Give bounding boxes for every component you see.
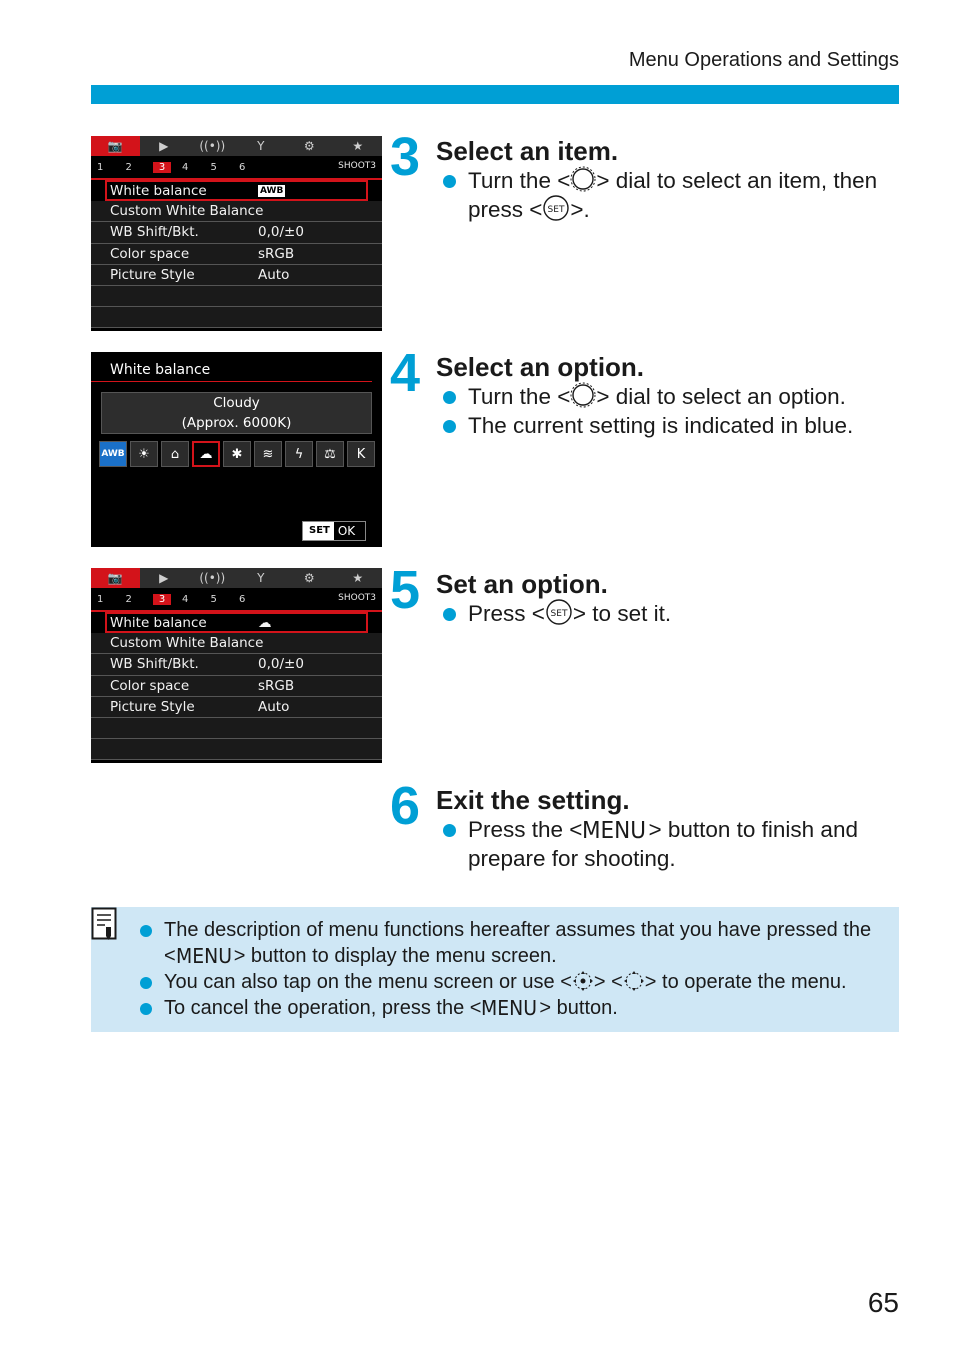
menu-row-custom-wb[interactable] <box>91 633 382 654</box>
tab-wireless[interactable]: ((•)) <box>199 571 226 585</box>
tab-playback[interactable]: ▶ <box>159 139 169 153</box>
menu-row-label: Picture Style <box>110 266 195 283</box>
tab-setup[interactable]: Y <box>257 571 265 585</box>
tab-setup[interactable]: Y <box>257 139 265 153</box>
camera-screen-shoot3-menu-set <box>91 568 382 763</box>
text: Turn the < <box>468 168 571 193</box>
menu-tabs <box>91 568 382 588</box>
svg-text:SET: SET <box>550 609 568 619</box>
step-title: Select an item. <box>436 136 619 166</box>
subtab-4[interactable]: 4 <box>182 161 189 173</box>
menu-row-label: White balance <box>110 182 207 199</box>
text: > to set it. <box>572 601 672 626</box>
tab-shoot[interactable]: 📷 <box>91 136 140 156</box>
menu-row-picture-style[interactable] <box>91 265 382 286</box>
text: To cancel the operation, press the < <box>164 997 482 1019</box>
step-title: Exit the setting. <box>436 785 630 815</box>
cloudy-icon[interactable]: ☁ <box>192 441 220 467</box>
menu-button-icon <box>176 944 234 966</box>
tungsten-icon[interactable]: ✱ <box>223 441 251 467</box>
cross-keys-icon <box>623 970 645 992</box>
menu-row-label: Color space <box>110 245 190 262</box>
menu-row-empty <box>91 307 382 328</box>
wb-option-info <box>101 392 372 434</box>
step-bullet <box>442 599 902 628</box>
svg-text:MENU: MENU <box>481 996 538 1018</box>
step-title: Select an option. <box>436 352 645 382</box>
subtab-2[interactable]: 2 <box>125 161 132 173</box>
menu-row-value: sRGB <box>258 677 295 694</box>
menu-row-wb-shift[interactable] <box>91 222 382 243</box>
note-item <box>137 917 887 969</box>
camera-screen-shoot3-menu <box>91 136 382 331</box>
menu-row-value: 0,0/±0 <box>258 224 304 241</box>
set-button-icon <box>542 195 570 221</box>
page-number: 65 <box>867 1287 899 1318</box>
cloudy-icon: ☁ <box>258 614 272 631</box>
custom-wb-icon[interactable]: ⚖ <box>316 441 344 467</box>
subtab-3[interactable]: 3 <box>153 594 171 605</box>
memo-icon <box>91 907 121 943</box>
camera-screen-white-balance <box>91 352 382 547</box>
menu-tabs <box>91 136 382 156</box>
menu-row-custom-wb[interactable] <box>91 201 382 222</box>
svg-text:MENU: MENU <box>582 818 647 841</box>
menu-button-icon <box>582 817 648 841</box>
tab-playback[interactable]: ▶ <box>159 571 169 585</box>
step-bullet <box>442 382 902 411</box>
text: You can also tap on the menu screen or use < <box>164 971 572 993</box>
subtab-4[interactable]: 4 <box>182 593 189 605</box>
step-number: 5 <box>390 560 419 620</box>
menu-row-label: Color space <box>110 677 190 694</box>
tab-mymenu[interactable]: ★ <box>352 139 364 153</box>
menu-row-label: WB Shift/Bkt. <box>110 656 199 673</box>
step-number: 3 <box>390 127 419 187</box>
daylight-icon[interactable]: ☀ <box>130 441 158 467</box>
menu-row-label: White balance <box>110 614 207 631</box>
tab-custom[interactable]: ⚙ <box>303 139 315 153</box>
dial-icon <box>570 382 596 408</box>
menu-row-value: Auto <box>258 266 290 283</box>
menu-row-empty <box>91 286 382 307</box>
tab-wireless[interactable]: ((•)) <box>199 139 226 153</box>
wb-option-detail: (Approx. 6000K) <box>181 415 292 431</box>
menu-button-icon <box>481 996 539 1018</box>
set-button-icon <box>545 599 573 625</box>
text: > < <box>593 971 623 993</box>
set-ok-button[interactable] <box>302 521 366 541</box>
text: Press the < <box>468 817 583 842</box>
awb-icon: AWB <box>260 185 284 196</box>
dial-icon <box>570 166 596 192</box>
text: >. <box>570 197 590 222</box>
awb-icon[interactable]: AWB <box>99 441 127 467</box>
fluorescent-icon[interactable]: ≋ <box>254 441 282 467</box>
menu-subtabs <box>91 588 382 612</box>
ok-label: OK <box>337 524 356 538</box>
menu-tag-name: SHOOT3 <box>338 161 376 171</box>
menu-row-empty <box>91 739 382 760</box>
shade-icon[interactable]: ⌂ <box>161 441 189 467</box>
menu-row-color-space[interactable] <box>91 244 382 265</box>
text: > dial to select an item, then press < <box>468 168 878 222</box>
menu-row-label: Custom White Balance <box>110 203 264 220</box>
menu-row-empty <box>91 718 382 739</box>
step-bullets <box>442 382 902 440</box>
note-item <box>137 995 887 1021</box>
flash-icon[interactable]: ϟ <box>285 441 313 467</box>
menu-row-label: Picture Style <box>110 698 195 715</box>
wb-screen-title: White balance <box>91 352 372 382</box>
subtab-1[interactable]: 1 <box>97 161 104 173</box>
text: The description of menu functions hereafter assumes that you have pressed the < <box>164 919 872 967</box>
step-number: 4 <box>390 343 419 403</box>
text: > button to display the menu screen. <box>233 945 557 967</box>
menu-row-value: 0,0/±0 <box>258 656 304 673</box>
text: > button to finish and prepare for shooting. <box>468 817 858 871</box>
menu-row-label: Custom White Balance <box>110 635 264 652</box>
step-title: Set an option. <box>436 569 608 599</box>
tab-shoot[interactable]: 📷 <box>91 568 140 588</box>
set-label: SET <box>303 522 334 540</box>
step-bullet <box>442 166 902 224</box>
step-bullet: The current setting is indicated in blue. <box>442 411 902 440</box>
menu-row-wb-shift[interactable] <box>91 654 382 675</box>
multi-controller-icon <box>572 970 594 992</box>
menu-row-color-space[interactable] <box>91 676 382 697</box>
menu-row-white-balance[interactable] <box>105 180 368 201</box>
subtab-5[interactable]: 5 <box>210 593 217 605</box>
svg-text:MENU: MENU <box>175 944 232 966</box>
text: > dial to select an option. <box>596 384 846 409</box>
step-number: 6 <box>390 776 419 836</box>
step-bullets <box>442 599 902 628</box>
wb-option-name: Cloudy <box>213 395 260 411</box>
menu-row-picture-style[interactable] <box>91 697 382 718</box>
text: Turn the < <box>468 384 571 409</box>
subtab-1[interactable]: 1 <box>97 593 104 605</box>
note-box <box>91 907 899 1032</box>
step-bullet <box>442 815 902 873</box>
subtab-5[interactable]: 5 <box>210 161 217 173</box>
step-bullets <box>442 166 902 224</box>
subtab-2[interactable]: 2 <box>125 593 132 605</box>
header-bar <box>91 85 899 104</box>
menu-tag-name: SHOOT3 <box>338 593 376 603</box>
menu-row-white-balance[interactable] <box>105 612 368 633</box>
text: > button. <box>539 997 618 1019</box>
svg-text:SET: SET <box>547 205 565 215</box>
menu-row-label: WB Shift/Bkt. <box>110 224 199 241</box>
subtab-3[interactable]: 3 <box>153 162 171 173</box>
menu-row-value: sRGB <box>258 245 295 262</box>
step-bullets <box>442 815 902 873</box>
text: Press < <box>468 601 545 626</box>
note-list <box>137 917 887 1021</box>
tab-custom[interactable]: ⚙ <box>303 571 315 585</box>
subtab-6[interactable]: 6 <box>239 161 246 173</box>
subtab-6[interactable]: 6 <box>239 593 246 605</box>
kelvin-icon[interactable]: K <box>347 441 375 467</box>
tab-mymenu[interactable]: ★ <box>352 571 364 585</box>
menu-row-value: Auto <box>258 698 290 715</box>
wb-option-list <box>99 441 375 467</box>
menu-subtabs <box>91 156 382 180</box>
note-item <box>137 969 887 995</box>
text: > to operate the menu. <box>644 971 847 993</box>
header-title: Menu Operations and Settings <box>628 49 899 71</box>
